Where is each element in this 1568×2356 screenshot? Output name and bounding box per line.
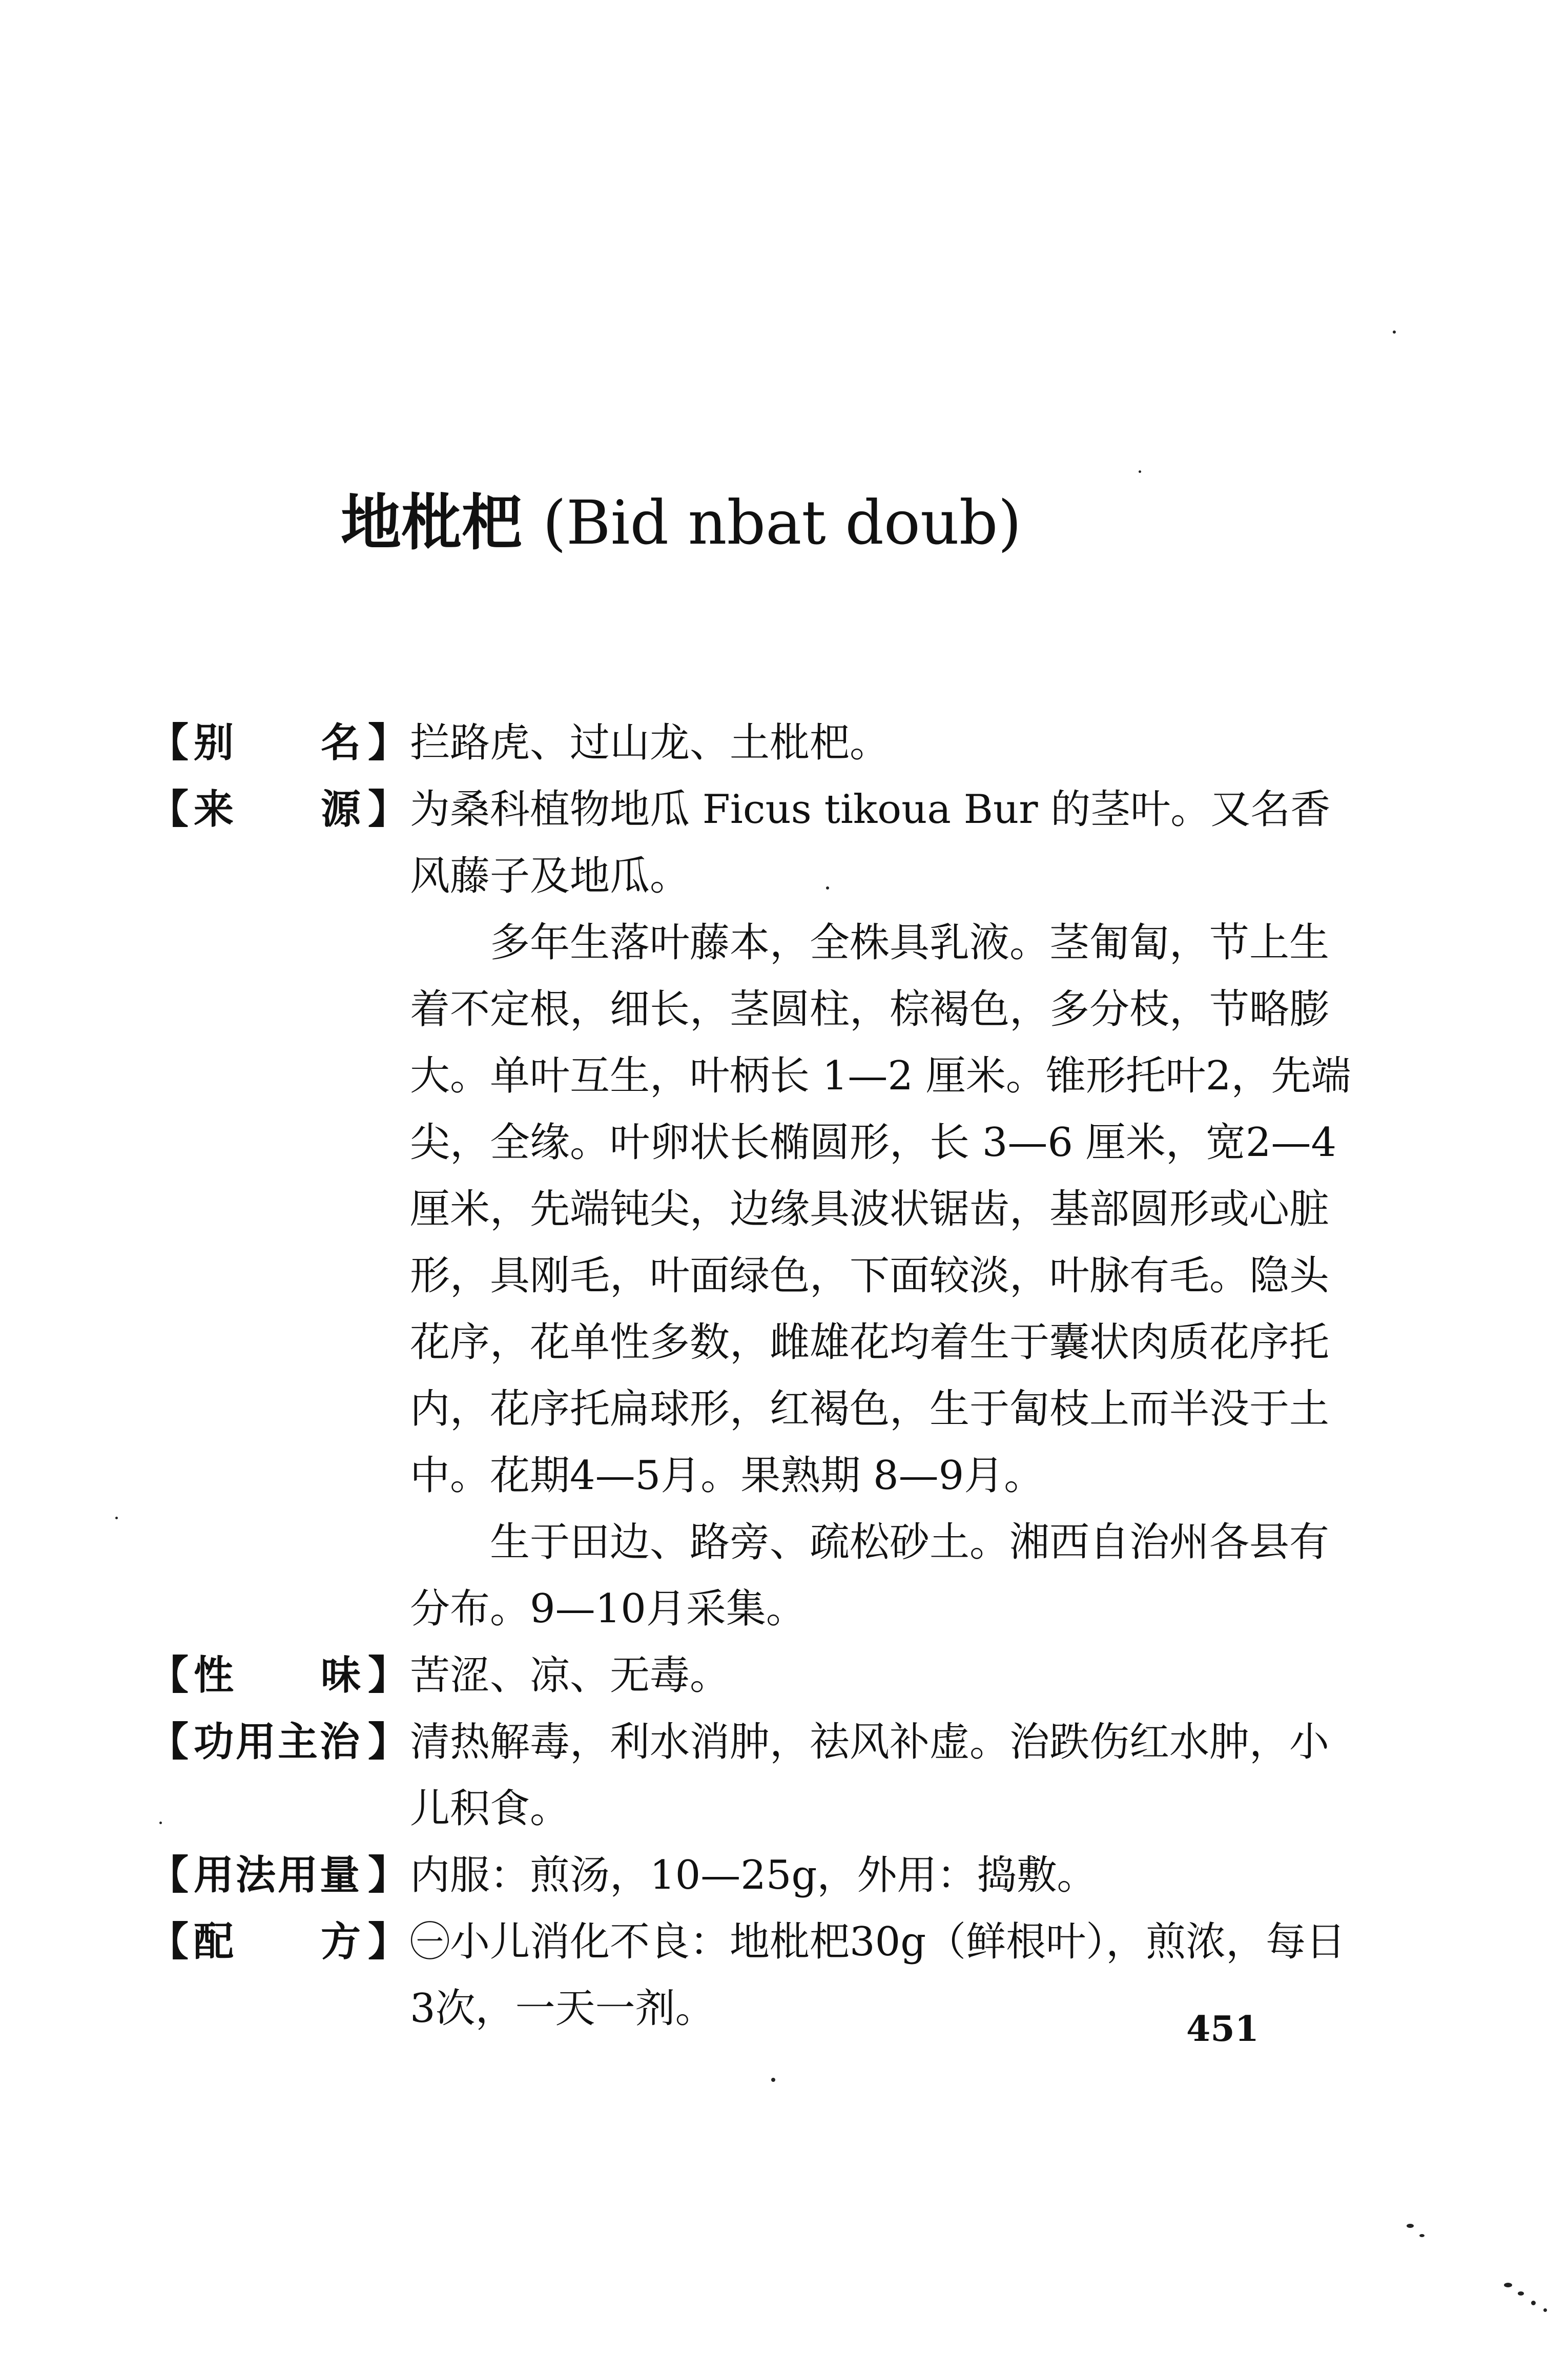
content-alias bbox=[410, 710, 1363, 776]
entry-alias bbox=[149, 710, 1363, 776]
content-function bbox=[410, 1709, 1363, 1842]
entry-dosage bbox=[149, 1842, 1363, 1909]
label-function bbox=[149, 1709, 410, 1775]
label-dosage bbox=[149, 1842, 410, 1909]
scan-speck bbox=[1139, 470, 1141, 473]
label-nature-taste bbox=[149, 1642, 410, 1709]
bracket-close: 】 bbox=[367, 1852, 410, 1898]
content-text: 苦涩、凉、无毒。 bbox=[410, 1652, 730, 1699]
label-text: 功用主治 bbox=[194, 1719, 362, 1765]
label-char: 配 bbox=[194, 1919, 236, 1965]
label-source bbox=[149, 776, 410, 843]
bracket-open: 【 bbox=[149, 720, 191, 766]
scan-speck bbox=[1518, 2291, 1524, 2296]
label-char: 来 bbox=[194, 787, 236, 833]
content-text: 为桑科植物地瓜 Ficus tikoua Bur 的茎叶。又名香风藤子及地瓜。 bbox=[410, 787, 1331, 899]
label-char: 源 bbox=[320, 787, 363, 833]
scan-speck bbox=[1393, 330, 1396, 334]
entry-source bbox=[149, 776, 1363, 1642]
entry-title bbox=[341, 482, 1022, 564]
content-text: ㊀小儿消化不良：地枇杷30g（鲜根叶），煎浓，每日3次，一天一剂。 bbox=[410, 1919, 1346, 2032]
bracket-close: 】 bbox=[367, 787, 410, 833]
habitat-paragraph: 生于田边、路旁、疏松砂土。湘西自治州各县有分布。9—10月采集。 bbox=[410, 1519, 1330, 1632]
bracket-close: 】 bbox=[367, 1652, 410, 1699]
scan-speck bbox=[115, 1517, 118, 1519]
content-source bbox=[410, 776, 1363, 1642]
label-char: 名 bbox=[320, 720, 363, 766]
label-char: 方 bbox=[320, 1919, 363, 1965]
bracket-close: 】 bbox=[367, 1919, 410, 1965]
label-char: 性 bbox=[194, 1652, 236, 1699]
bracket-open: 【 bbox=[149, 1652, 191, 1699]
content-text: 内服：煎汤，10—25g，外用：捣敷。 bbox=[410, 1852, 1097, 1898]
description-paragraph: 多年生落叶藤本，全株具乳液。茎匍匐，节上生着不定根，细长，茎圆柱，棕褐色，多分枝，节略膨大。单叶互生，叶柄长 1—2 厘米。锥形托叶2，先端尖，全缘。叶卵状长椭圆形，长 3—6 厘米，宽2—4厘米，先端钝尖，边缘具波状锯齿，基部圆形或心脏形，具刚毛，叶面绿色，下面较淡，叶脉有毛。隐头花序，花单性多数，雌雄花均着生于囊状肉质花序托内，花序托扁球形，红褐色，生于匐枝上而半没于土中。花期4—5月。果熟期 8—9月。 bbox=[410, 920, 1351, 1499]
entry-body bbox=[149, 710, 1363, 2042]
label-alias bbox=[149, 710, 410, 776]
entry-function bbox=[149, 1709, 1363, 1842]
title-chinese: 地枇杷 bbox=[341, 487, 523, 558]
scan-speck bbox=[1504, 2283, 1512, 2287]
scan-speck bbox=[1531, 2301, 1536, 2305]
bracket-open: 【 bbox=[149, 1919, 191, 1965]
content-text: 清热解毒，利水消肿，祛风补虚。治跌伤红水肿，小儿积食。 bbox=[410, 1719, 1330, 1832]
scan-speck bbox=[1419, 2234, 1425, 2237]
title-latin: (Bid nbat doub) bbox=[543, 487, 1022, 558]
page-number: 451 bbox=[1186, 2009, 1259, 2050]
bracket-open: 【 bbox=[149, 1852, 191, 1898]
content-nature-taste bbox=[410, 1642, 1363, 1709]
content-dosage bbox=[410, 1842, 1363, 1909]
bracket-open: 【 bbox=[149, 1719, 191, 1765]
label-char: 味 bbox=[320, 1652, 363, 1699]
content-text: 拦路虎、过山龙、土枇杷。 bbox=[410, 720, 890, 766]
label-prescription bbox=[149, 1909, 410, 1975]
bracket-close: 】 bbox=[367, 1719, 410, 1765]
label-char: 别 bbox=[194, 720, 236, 766]
scan-speck bbox=[159, 1822, 162, 1824]
label-text: 用法用量 bbox=[194, 1852, 362, 1898]
entry-prescription bbox=[149, 1909, 1363, 2042]
scan-speck bbox=[1543, 2308, 1547, 2312]
bracket-open: 【 bbox=[149, 787, 191, 833]
scan-speck bbox=[771, 2078, 775, 2082]
entry-nature-taste bbox=[149, 1642, 1363, 1709]
scan-speck bbox=[826, 886, 829, 890]
scan-speck bbox=[1407, 2224, 1414, 2228]
bracket-close: 】 bbox=[367, 720, 410, 766]
